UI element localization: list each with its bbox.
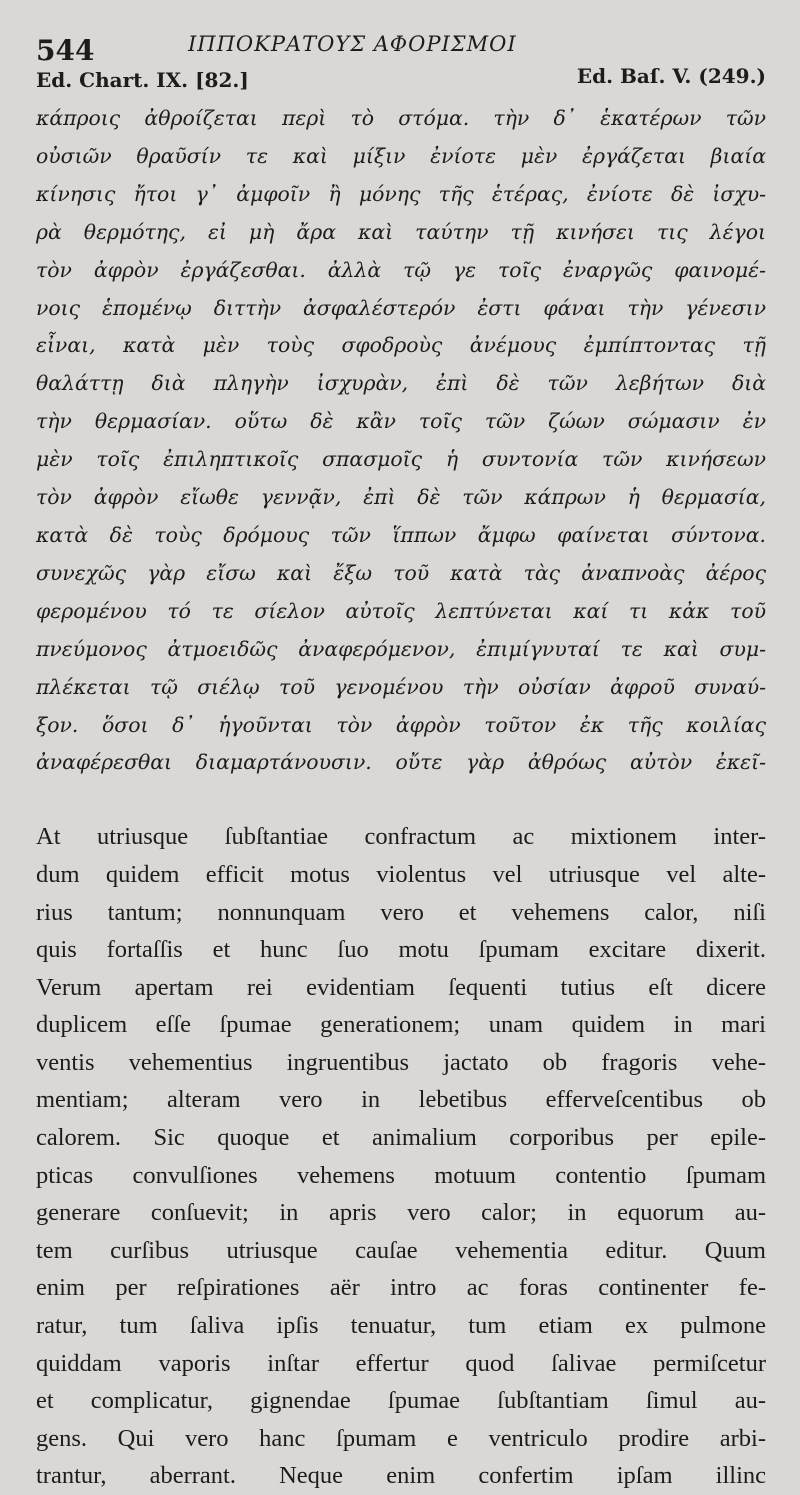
latin-text-line: rius tantum; nonnunquam vero et vehemens calor, niſi	[36, 898, 766, 926]
greek-text-line: πνεύμονος ἀτμοειδῶς ἀναφερόμενον, ἐπιμίγνυταί τε καὶ συμ-	[36, 636, 766, 661]
latin-text-line: pticas convulſiones vehemens motuum contentio ſpumam	[36, 1161, 766, 1189]
greek-text-line: κίνησις ἤτοι γ᾽ ἀμφοῖν ἢ μόνης τῆς ἑτέρας, ἐνίοτε δὲ ἰσχυ-	[36, 181, 766, 206]
latin-text-line: tem curſibus utriusque cauſae vehementia editur. Quum	[36, 1236, 766, 1264]
latin-text-line: et complicatur, gignendae ſpumae ſubſtantiam ſimul au-	[36, 1387, 766, 1415]
greek-text-line: τὴν θερμασίαν. οὕτω δὲ κἂν τοῖς τῶν ζώων σώμασιν ἐν	[36, 409, 766, 434]
running-title: ΙΠΠΟΚΡΑΤΟΥΣ ΑΦΟΡΙΣΜΟΙ	[188, 32, 517, 56]
greek-text-line: τὸν ἀφρὸν ἐργάζεσθαι. ἀλλὰ τῷ γε τοῖς ἐναργῶς φαινομέ-	[36, 257, 766, 282]
latin-text-line: trantur, aberrant. Neque enim confertim ipſam illinc	[36, 1462, 766, 1490]
edition-references	[36, 64, 766, 98]
latin-text-line: gens. Qui vero hanc ſpumam e ventriculo prodire arbi-	[36, 1424, 766, 1452]
page-header	[36, 30, 766, 68]
latin-text-line: mentiam; alteram vero in lebetibus efferveſcentibus ob	[36, 1086, 766, 1114]
latin-translation-block	[36, 818, 766, 1495]
latin-text-line: Verum apertam rei evidentiam ſequenti tutius eſt dicere	[36, 973, 766, 1001]
latin-text-line: ventis vehementius ingruentibus jactato ob fragoris vehe-	[36, 1048, 766, 1076]
greek-text-line: συνεχῶς γὰρ εἴσω καὶ ἔξω τοῦ κατὰ τὰς ἀναπνοὰς ἀέρος	[36, 560, 766, 585]
latin-text-line: dum quidem efficit motus violentus vel utriusque vel alte-	[36, 860, 766, 888]
greek-text-line: ξον. ὅσοι δ᾽ ἡγοῦνται τὸν ἀφρὸν τοῦτον ἐκ τῆς κοιλίας	[36, 712, 766, 737]
greek-text-line: μὲν τοῖς ἐπιληπτικοῖς σπασμοῖς ἡ συντονία τῶν κινήσεων	[36, 447, 766, 472]
greek-text-line: εἶναι, κατὰ μὲν τοὺς σφοδροὺς ἀνέμους ἐμπίπτοντας τῇ	[36, 333, 766, 358]
greek-text-line: θαλάττῃ διὰ πληγὴν ἰσχυρὰν, ἐπὶ δὲ τῶν λεβήτων διὰ	[36, 371, 766, 396]
greek-text-line: ἀναφέρεσθαι διαμαρτάνουσιν. οὔτε γὰρ ἀθρόως αὐτὸν ἐκεῖ-	[36, 750, 766, 775]
greek-text-line: οὐσιῶν θραῦσίν τε καὶ μίξιν ἐνίοτε μὲν ἐργάζεται βιαία	[36, 143, 766, 168]
greek-text-block	[36, 100, 766, 782]
greek-text-line: φερομένου τό τε σίελον αὐτοῖς λεπτύνεται καί τι κἀκ τοῦ	[36, 598, 766, 623]
greek-text-line: κατὰ δὲ τοὺς δρόμους τῶν ἵππων ἄμφω φαίνεται σύντονα.	[36, 522, 766, 547]
edition-chart-reference: Ed. Chart. IX. [82.]	[36, 68, 249, 92]
latin-text-line: generare conſuevit; in apris vero calor; in equorum au-	[36, 1199, 766, 1227]
latin-text-line: ratur, tum ſaliva ipſis tenuatur, tum etiam ex pulmone	[36, 1312, 766, 1340]
latin-text-line: enim per reſpirationes aër intro ac foras continenter fe-	[36, 1274, 766, 1302]
greek-text-line: κάπροις ἀθροίζεται περὶ τὸ στόμα. τὴν δ᾽ ἑκατέρων τῶν	[36, 106, 766, 130]
latin-text-line: quis fortaſſis et hunc ſuo motu ſpumam excitare dixerit.	[36, 936, 766, 964]
greek-text-line: ρὰ θερμότης, εἰ μὴ ἄρα καὶ ταύτην τῇ κινήσει τις λέγοι	[36, 219, 766, 244]
greek-text-line: τὸν ἀφρὸν εἴωθε γεννᾷν, ἐπὶ δὲ τῶν κάπρων ἡ θερμασία,	[36, 485, 766, 510]
latin-text-line: quiddam vaporis inſtar effertur quod ſalivae permiſcetur	[36, 1349, 766, 1377]
latin-text-line: At utriusque ſubſtantiae confractum ac mixtionem inter-	[36, 823, 766, 851]
greek-text-line: πλέκεται τῷ σιέλῳ τοῦ γενομένου τὴν οὐσίαν ἀφροῦ συναύ-	[36, 674, 766, 699]
latin-text-line: duplicem eſſe ſpumae generationem; unam quidem in mari	[36, 1011, 766, 1039]
greek-text-line: νοις ἑπομένῳ διττὴν ἀσφαλέστερόν ἐστι φάναι τὴν γένεσιν	[36, 295, 766, 320]
edition-basel-reference: Ed. Baſ. V. (249.)	[576, 64, 766, 88]
latin-text-line: calorem. Sic quoque et animalium corporibus per epile-	[36, 1124, 766, 1152]
page-number: 544	[36, 34, 95, 67]
